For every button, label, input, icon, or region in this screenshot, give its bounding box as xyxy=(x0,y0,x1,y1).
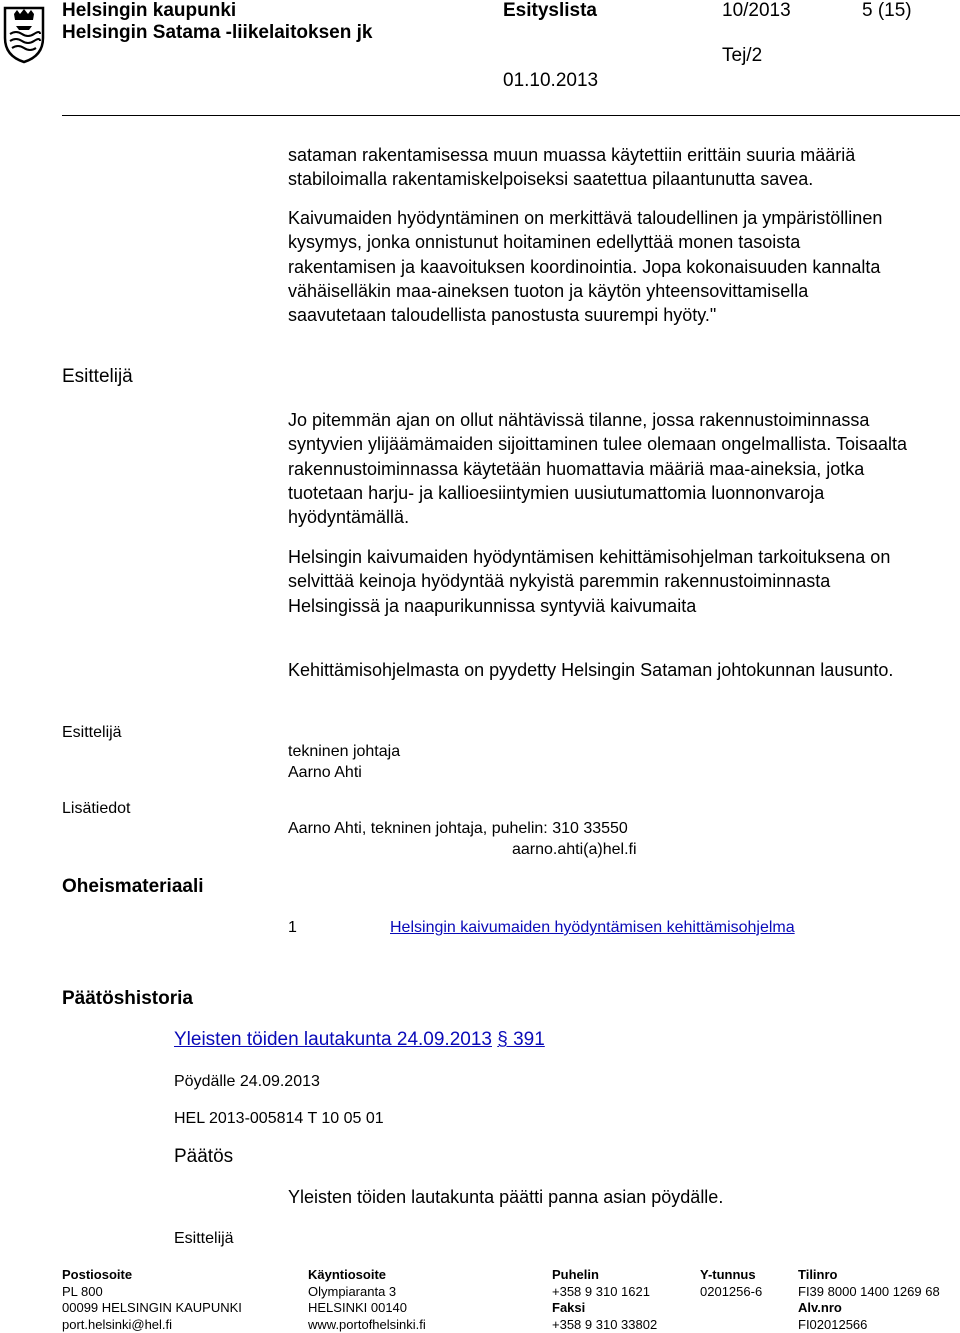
section-code: Tej/2 xyxy=(722,45,762,67)
doc-number: 10/2013 xyxy=(722,0,791,22)
doc-type: Esityslista xyxy=(503,0,597,22)
decision-history-title: Päätöshistoria xyxy=(62,988,193,1010)
esittelija-label-2: Esittelijä xyxy=(62,722,122,743)
footer-phone xyxy=(552,1267,657,1333)
footer-business-id-l1: 0201256-6 xyxy=(700,1284,762,1301)
paragraph-5: Kehittämisohjelmasta on pyydetty Helsingin Sataman johtokunnan lausunto. xyxy=(288,658,908,682)
contact-email: aarno.ahti(a)hel.fi xyxy=(512,839,637,860)
header-divider xyxy=(62,115,960,116)
helsinki-crest-logo xyxy=(2,4,46,64)
footer-email: port.helsinki@hel.fi xyxy=(62,1317,242,1333)
footer-visiting-l2: HELSINKI 00140 xyxy=(308,1300,426,1317)
org-unit: Helsingin Satama -liikelaitoksen jk xyxy=(62,22,372,44)
decision-text: Yleisten töiden lautakunta päätti panna asian pöydälle. xyxy=(288,1187,723,1208)
footer-account xyxy=(798,1267,940,1333)
footer-postal-head: Postiosoite xyxy=(62,1267,132,1282)
tabled-date: Pöydälle 24.09.2013 xyxy=(174,1071,320,1092)
footer-phone-l1: +358 9 310 1621 xyxy=(552,1284,657,1301)
paragraph-3: Jo pitemmän ajan on ollut nähtävissä tilanne, jossa rakennustoiminnassa syntyvien ylijäämämaiden sijoittaminen tulee olemaan ongelmallista. Toisaalta rakennustoiminnassa käytetään huomattavia määriä maa-aineksia, jotka tuotetaan harju- ja kallioesiintymien uusiutumattomia luonnonvaroja hyödyntämällä. xyxy=(288,408,908,529)
attachment-link[interactable]: Helsingin kaivumaiden hyödyntämisen kehittämisohjelma xyxy=(390,917,795,938)
footer-account-l1: FI39 8000 1400 1269 68 xyxy=(798,1284,940,1301)
attachment-number: 1 xyxy=(288,917,297,938)
meeting-section-link[interactable]: § 391 xyxy=(497,1029,545,1050)
history-esittelija-label: Esittelijä xyxy=(174,1228,234,1249)
footer-vat-head: Alv.nro xyxy=(798,1300,842,1315)
footer-website: www.portofhelsinki.fi xyxy=(308,1317,426,1333)
footer-fax-head: Faksi xyxy=(552,1300,585,1315)
paatos-label: Päätös xyxy=(174,1146,233,1168)
contact-line: Aarno Ahti, tekninen johtaja, puhelin: 310 33550 xyxy=(288,818,628,839)
esittelija-label: Esittelijä xyxy=(62,366,133,388)
footer-postal xyxy=(62,1267,242,1333)
org-name: Helsingin kaupunki xyxy=(62,0,236,22)
presenter-name: Aarno Ahti xyxy=(288,762,362,783)
footer-vat-l1: FI02012566 xyxy=(798,1317,940,1333)
meeting-link[interactable]: Yleisten töiden lautakunta 24.09.2013 xyxy=(174,1029,492,1050)
paragraph-4: Helsingin kaivumaiden hyödyntämisen kehittämisohjelman tarkoituksena on selvittää keinoja hyödyntää nykyistä paremmin rakennustoiminnasta Helsingissä ja naapurikunnissa syntyviä kaivumaita xyxy=(288,545,908,618)
footer-postal-l1: PL 800 xyxy=(62,1284,242,1301)
footer-business-id xyxy=(700,1267,762,1300)
page-number: 5 (15) xyxy=(862,0,912,22)
footer-account-head: Tilinro xyxy=(798,1267,837,1282)
footer-fax-l1: +358 9 310 33802 xyxy=(552,1317,657,1333)
footer-visiting-head: Käyntiosoite xyxy=(308,1267,386,1282)
meeting-link-wrapper xyxy=(174,1029,545,1051)
case-reference: HEL 2013-005814 T 10 05 01 xyxy=(174,1108,384,1129)
footer-visiting xyxy=(308,1267,426,1333)
footer-postal-l2: 00099 HELSINGIN KAUPUNKI xyxy=(62,1300,242,1317)
oheismateriaali-label: Oheismateriaali xyxy=(62,876,204,898)
footer-business-id-head: Y-tunnus xyxy=(700,1267,756,1282)
presenter-title: tekninen johtaja xyxy=(288,741,400,762)
paragraph-2: Kaivumaiden hyödyntäminen on merkittävä taloudellinen ja ympäristöllinen kysymys, jonka onnistunut hoitaminen edellyttää monen tasoista rakentamisen ja kaavoituksen koordinointia. Jopa kokonaisuuden kannalta vähäiselläkin maa-aineksen tuoton ja käytön yhteensovittamisella saavutetaan taloudellista panostusta suurempi hyöty." xyxy=(288,206,908,327)
footer-phone-head: Puhelin xyxy=(552,1267,599,1282)
footer-visiting-l1: Olympiaranta 3 xyxy=(308,1284,426,1301)
lisatiedot-label: Lisätiedot xyxy=(62,798,131,819)
doc-date: 01.10.2013 xyxy=(503,70,598,92)
paragraph-1: sataman rakentamisessa muun muassa käytettiin erittäin suuria määriä stabiloimalla rakentamiskelpoiseksi saatettua pilaantunutta savea. xyxy=(288,143,908,192)
